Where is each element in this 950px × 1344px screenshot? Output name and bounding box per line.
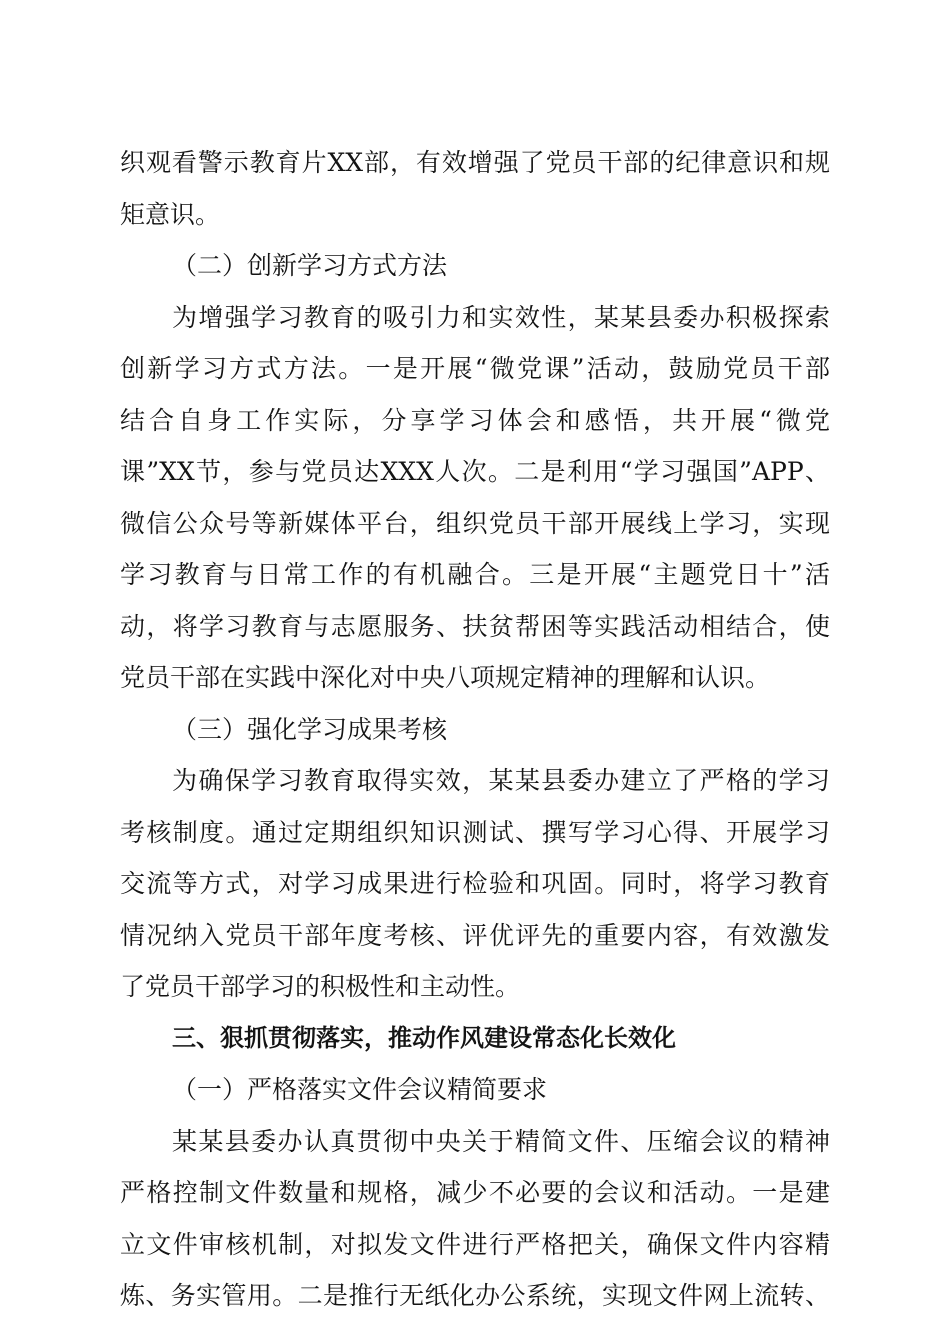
subheading-innovate-learning-methods: （二）创新学习方式方法 xyxy=(172,251,448,280)
paragraph-streamline xyxy=(120,1116,830,1322)
text-line: 炼、务实管用。二是推行无纸化办公系统，实现文件网上流转、 xyxy=(120,1281,830,1310)
text-line: 创新学习方式方法。一是开展“微党课”活动，鼓励党员干部 xyxy=(120,354,830,383)
text-line: 为确保学习教育取得实效，某某县委办建立了严格的学习 xyxy=(172,766,830,795)
section-heading-implementation: 三、狠抓贯彻落实，推动作风建设常态化长效化 xyxy=(172,1023,676,1052)
text-line: 课”XX节，参与党员达XXX人次。二是利用“学习强国”APP、 xyxy=(120,457,830,486)
text-line: 微信公众号等新媒体平台，组织党员干部开展线上学习，实现 xyxy=(120,508,830,538)
document-body xyxy=(120,137,830,1322)
text-line: 党员干部在实践中深化对中央八项规定精神的理解和认识。 xyxy=(120,663,771,692)
text-line: 结合自身工作实际，分享学习体会和感悟，共开展“微党 xyxy=(120,405,830,435)
text-line: 为增强学习教育的吸引力和实效性，某某县委办积极探索 xyxy=(172,302,830,332)
paragraph-continuation xyxy=(120,137,830,240)
text-line: 了党员干部学习的积极性和主动性。 xyxy=(120,972,521,1001)
paragraph-learning-methods xyxy=(120,292,830,704)
text-line: 矩意识。 xyxy=(120,199,221,229)
text-line: 严格控制文件数量和规格，减少不必要的会议和活动。一是建 xyxy=(120,1178,830,1207)
text-line: 动，将学习教育与志愿服务、扶贫帮困等实践活动相结合，使 xyxy=(120,611,830,641)
subheading-streamline-documents-meetings: （一）严格落实文件会议精简要求 xyxy=(172,1075,548,1104)
text-line: 考核制度。通过定期组织知识测试、撰写学习心得、开展学习 xyxy=(120,817,830,847)
text-line: 立文件审核机制，对拟发文件进行严格把关，确保文件内容精 xyxy=(120,1229,830,1259)
paragraph-assessment xyxy=(120,755,830,1013)
subheading-strengthen-assessment: （三）强化学习成果考核 xyxy=(172,714,448,744)
text-line: 学习教育与日常工作的有机融合。三是开展“主题党日十”活 xyxy=(120,560,830,589)
text-line: 织观看警示教育片XX部，有效增强了党员干部的纪律意识和规 xyxy=(120,148,830,177)
text-line: 情况纳入党员干部年度考核、评优评先的重要内容，有效激发 xyxy=(120,920,830,950)
text-line: 某某县委办认真贯彻中央关于精简文件、压缩会议的精神 xyxy=(172,1126,830,1156)
text-line: 交流等方式，对学习成果进行检验和巩固。同时，将学习教育 xyxy=(120,869,830,898)
